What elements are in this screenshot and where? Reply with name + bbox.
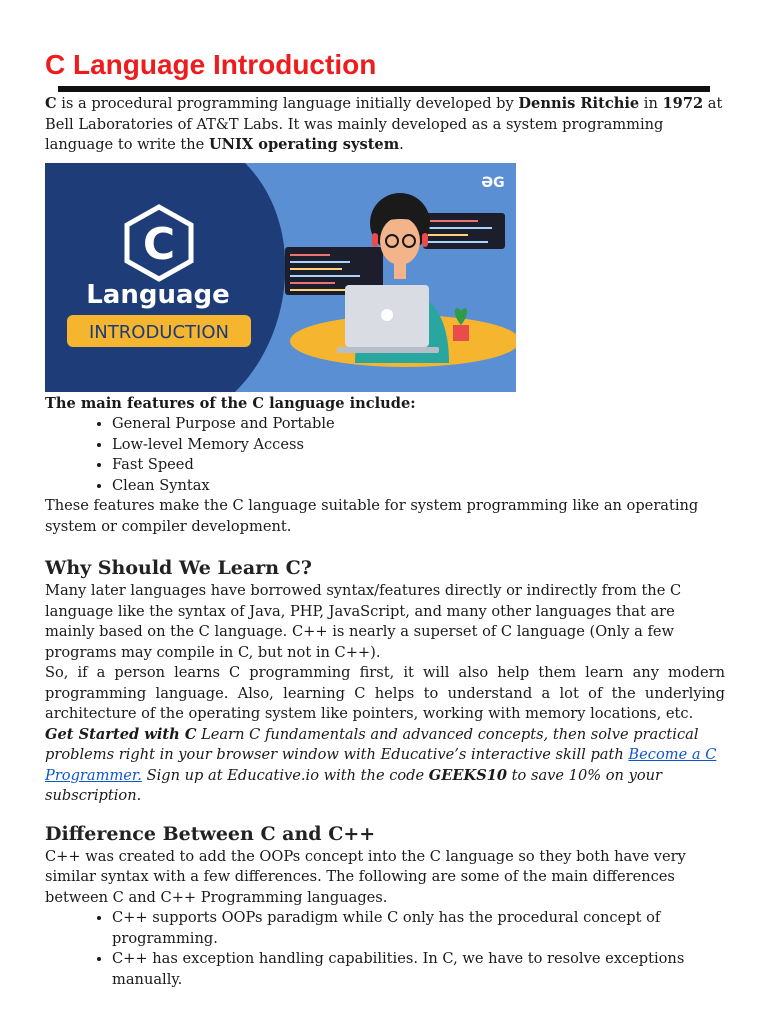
intro-year: 1972: [662, 95, 704, 112]
intro-paragraph: [45, 94, 725, 156]
laptop-icon: [337, 285, 439, 353]
features-heading: The main features of the C language include:: [45, 394, 416, 412]
intro-unix: UNIX operating system: [208, 136, 400, 153]
list-item: • Fast Speed: [112, 455, 725, 476]
list-item: • Clean Syntax: [112, 476, 725, 497]
banner-c-letter: C: [142, 218, 176, 270]
promo-text-3: to save 10% on your subscription.: [45, 766, 662, 804]
promo-text: Learn C fundamentals and advanced concepts, then solve practical problems right in your browser window with Educative’s interactive skill path: [45, 725, 699, 763]
list-item: • C++ has exception handling capabilities. In C, we have to resolve exceptions manually.: [112, 949, 725, 990]
become-c-programmer-link[interactable]: Become a C Programmer.: [45, 746, 717, 784]
list-item: • General Purpose and Portable: [112, 414, 725, 435]
banner-introduction: INTRODUCTION: [89, 321, 229, 343]
intro-text-3: at Bell Laboratories of AT&T Labs. It was mainly developed as a system programming language to write the: [45, 95, 723, 153]
promo-paragraph: [45, 725, 725, 807]
why-paragraph-1: Many later languages have borrowed syntax/features directly or indirectly from the C language like the syntax of Java, PHP, JavaScript, and many other languages that are mainly based on the C language. C++ is nearly a superset of C language (Only a few programs may compile in C, but not in C++).: [45, 582, 682, 661]
why-heading: Why Should We Learn C?: [45, 557, 312, 579]
features-list: [45, 414, 725, 496]
code-window-right: [423, 213, 505, 249]
difference-list: [45, 908, 725, 990]
difference-paragraph: C++ was created to add the OOPs concept into the C language so they both have very similar syntax with a few differences. The following are some of the main differences between C and C++ Programming languages.: [45, 847, 686, 906]
intro-name: Dennis Ritchie: [518, 95, 640, 112]
promo-text-2: Sign up at Educative.io with the code: [141, 766, 429, 784]
intro-text-1: is a procedural programming language initially developed by: [56, 95, 519, 112]
c-language-banner-image: [45, 163, 516, 392]
list-item: • C++ supports OOPs paradigm while C only has the procedural concept of programming.: [112, 908, 725, 949]
page-title: C Language Introduction: [45, 49, 377, 80]
promo-code: GEEKS10: [428, 766, 508, 784]
gfg-logo-icon: ƏG: [481, 174, 505, 191]
intro-c: C: [45, 95, 57, 112]
features-summary: These features make the C language suitable for system programming like an operating system or compiler development.: [45, 497, 699, 535]
banner-language-word: Language: [86, 279, 230, 310]
list-item: • Low-level Memory Access: [112, 435, 725, 456]
intro-text-2: in: [639, 95, 663, 112]
intro-text-4: .: [399, 136, 404, 153]
document-page: [45, 48, 725, 990]
promo-bold: Get Started with C: [45, 725, 197, 743]
why-paragraph-2: So, if a person learns C programming first, it will also help them learn any modern programming language. Also, learning C helps to understand a lot of the underlying architecture of the operating system like pointers, working with memory locations, etc.: [45, 664, 725, 722]
difference-heading: Difference Between C and C++: [45, 822, 376, 845]
